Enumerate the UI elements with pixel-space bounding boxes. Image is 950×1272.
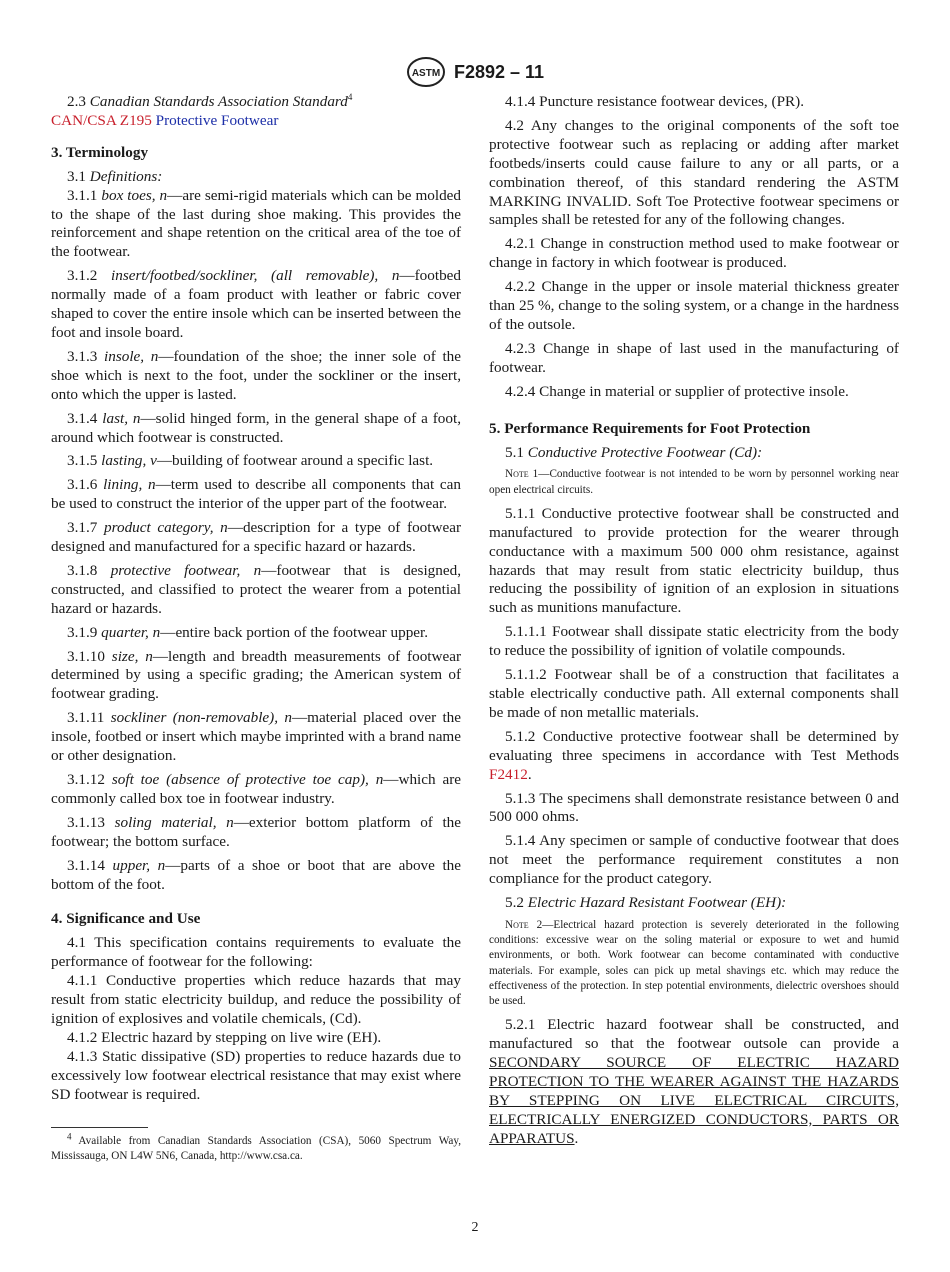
definition-text: —which are commonly called box toe in footwear industry.: [51, 771, 462, 807]
definition-item: [51, 709, 461, 766]
right-column: [489, 93, 899, 1154]
paragraph-4-2: 4.2 Any changes to the original components of the soft toe protective footwear such as replacing or adding after market footbeds/inserts could cause failure to any or all parts, or a combination thereof, of this standard rendering the ASTM MARKING INVALID. Soft Toe Protective footwear specimens or samples shall be retested for any of the following changes.: [489, 116, 899, 229]
footnote-4: $^4$ Available from Canadian Standards Association (CSA), 5060 Spectrum Way, Mississauga, ON L4W 5N6, Canada, http://www.csa.ca.: [51, 1130, 461, 1162]
paragraph-5-1-4: 5.1.4 Any specimen or sample of conductive footwear that does not meet the performance requirement constitutes a non compliance for the product category.: [489, 832, 899, 888]
definition-number: 3.1.3: [67, 347, 98, 365]
definition-text: —parts of a shoe or boot that are above the bottom of the foot.: [51, 856, 461, 893]
definition-number: 3.1.2: [67, 267, 98, 285]
definition-term: sockliner (non-removable), n: [110, 709, 292, 727]
definition-number: 3.1.9: [67, 623, 98, 641]
definition-term: insert/footbed/sockliner, (all removable), n: [111, 267, 400, 285]
definition-number: 3.1.14: [67, 856, 105, 874]
definition-item: [51, 410, 461, 448]
definition-term: insole, n: [104, 347, 159, 365]
paragraph-4-2-2: 4.2.2 Change in the upper or insole material thickness greater than 25 %, change to the soling system, or a change in the hardness of the outsole.: [489, 278, 899, 333]
section-3-heading: 3. Terminology: [51, 143, 149, 161]
definition-text: —solid hinged form, in the general shape of a foot, around which footwear is constructed.: [51, 409, 461, 446]
paragraph-4-1-1: 4.1.1 Conductive properties which reduce hazards that may result from static electricity buildup, and reduce the possibility of ignition of explosives and volatile chemicals, (Cd).: [51, 972, 461, 1027]
definition-number: 3.1.11: [67, 709, 105, 727]
paragraph-4-2-4: 4.2.4 Change in material or supplier of protective insole.: [505, 382, 849, 400]
definition-item: [51, 857, 461, 895]
definition-text: —footwear that is designed, constructed, and classified to protect the wearer from a potential hazard or hazards.: [51, 561, 461, 617]
definition-term: lasting, v: [101, 452, 157, 470]
paragraph-5-1-3: 5.1.3 The specimens shall demonstrate resistance between 0 and 500 000 ohms.: [489, 789, 899, 826]
csa-title-link[interactable]: Protective Footwear: [155, 111, 279, 129]
paragraph-5-1-1: 5.1.1 Conductive protective footwear shall be constructed and manufactured to provide protection for the wearer through conductance with a maximum 500 000 ohm resistance, against hazards that may result from static electricity buildup, thus reducing the possibility of ignition of an explosion in situations such as munitions manufacture.: [489, 504, 899, 617]
definitions-list: [51, 187, 461, 895]
page-header: [0, 52, 950, 92]
paragraph-4-2-1: 4.2.1 Change in construction method used to make footwear or change in factory in which footwear is produced.: [489, 235, 899, 272]
definition-text: —foundation of the shoe; the inner sole of the shoe which is next to the foot, under the sockliner or the insert, onto which the upper is lasted.: [51, 347, 462, 403]
paragraph-5-2-1: 5.2.1 Electric hazard footwear shall be constructed, and manufactured so that the footwear outsole can provide a SECONDARY SOURCE OF ELECTRIC HAZARD PROTECTION TO THE WEARER AGAINST THE HAZARDS BY STEPPING ON LIVE ELECTRICAL CIRCUITS, ELECTRICALLY ENERGIZED CONDUCTORS, PARTS OR APPARATUS.: [489, 1016, 899, 1147]
footnote-divider: [51, 1127, 148, 1128]
definition-text: —entire back portion of the footwear upper.: [160, 623, 429, 641]
page-number: 2: [471, 1220, 479, 1235]
paragraph-4-1: 4.1 This specification contains requirements to evaluate the performance of footwear for the following:: [51, 934, 461, 971]
definition-number: 3.1.12: [67, 771, 105, 788]
definition-text: —footbed normally made of a foam product with leather or fabric cover shaped to cover the entire insole which can be inserted between the foot and insole board.: [51, 267, 462, 341]
paragraph-4-2-3: 4.2.3 Change in shape of last used in the manufacturing of footwear.: [489, 339, 899, 376]
definition-term: upper, n: [112, 856, 166, 874]
definition-term: size, n: [111, 647, 153, 665]
definition-item: [51, 476, 461, 514]
definition-text: —building of footwear around a specific last.: [156, 452, 434, 470]
definition-item: [51, 771, 461, 809]
section-5-heading: 5. Performance Requirements for Foot Protection: [489, 419, 811, 437]
left-column: [51, 93, 461, 1169]
definition-number: 3.1.8: [67, 561, 98, 579]
definition-term: protective footwear, n: [110, 561, 262, 579]
definition-item: [51, 519, 461, 557]
definition-number: 3.1.5: [67, 452, 98, 470]
definition-text: —are semi-rigid materials which can be molded to the shape of the last during shoe making. This provides the reinforcement and shape retention on the critical area of the toe of the footwear.: [51, 186, 462, 261]
definition-item: [51, 348, 461, 405]
paragraph-5-1-2: 5.1.2 Conductive protective footwear shall be determined by evaluating three specimens in accordance with Test Methods F2412.: [489, 727, 899, 783]
definition-number: 3.1.1: [67, 186, 98, 204]
definition-number: 3.1.13: [67, 813, 105, 831]
definition-number: 3.1.4: [67, 409, 98, 427]
paragraph-4-1-4: 4.1.4 Puncture resistance footwear devices, (PR).: [505, 93, 805, 110]
paragraph-5-1-1-1: 5.1.1.1 Footwear shall dissipate static electricity from the body to reduce the possibility of ignition of volatile compounds.: [489, 623, 899, 660]
definition-number: 3.1.10: [67, 647, 105, 665]
definition-term: last, n: [102, 409, 141, 427]
can-csa-reference: [51, 112, 461, 131]
definition-number: 3.1.6: [67, 476, 98, 494]
definition-text: —term used to describe all components that can be used to construct the interior of the upper part of the footwear.: [51, 476, 461, 513]
astm-logo-icon: [406, 56, 446, 88]
definition-text: —exterior bottom platform of the footwear; the bottom surface.: [51, 813, 461, 850]
definition-term: soling material, n: [114, 813, 234, 831]
definition-text: —material placed over the insole, footbed or insert which maybe imprinted with a brand name or other designation.: [51, 709, 462, 765]
definition-text: —description for a type of footwear designed and manufactured for a specific hazard or hazards.: [51, 519, 461, 556]
definition-item: [51, 187, 461, 263]
note-2: Note 2—Electrical hazard protection is severely deteriorated in the following conditions: excessive wear on the soling material or exposure to wet and humid environments, or both. Work footwear can become contaminated with conductive materials. For example, soles can pick up metal shavings etc. which may reduce the effectiveness of the protection. In step potential environments, dielectric overshoes should be used.: [489, 918, 899, 1007]
section-3-1: 3.1 Definitions:: [67, 167, 163, 185]
section-4-heading: 4. Significance and Use: [51, 910, 201, 928]
definition-term: product category, n: [104, 519, 228, 537]
csa-code-link[interactable]: CAN/CSA Z195: [51, 111, 152, 129]
svg-text:ASTM: ASTM: [411, 68, 441, 79]
note-1: Note 1—Conductive footwear is not intended to be worn by personnel working near open electrical circuits.: [489, 468, 899, 496]
definition-item: [51, 648, 461, 705]
definition-item: [51, 452, 461, 471]
definition-term: quarter, n: [101, 623, 161, 641]
document-id: F2892 – 11: [453, 61, 545, 82]
definition-term: soft toe (absence of protective toe cap), n: [111, 771, 384, 788]
definition-item: [51, 814, 461, 852]
paragraph-4-1-2: 4.1.2 Electric hazard by stepping on live wire (EH).: [67, 1028, 382, 1046]
definition-item: [51, 624, 461, 643]
paragraph-5-1-1-2: 5.1.1.2 Footwear shall be of a construction that facilitates a stable electrically conductive path. All external components shall be made of non metallic materials.: [489, 666, 899, 721]
section-5-2: 5.2 Electric Hazard Resistant Footwear (EH):: [505, 894, 787, 912]
definition-number: 3.1.7: [67, 519, 98, 537]
section-5-1: 5.1 Conductive Protective Footwear (Cd):: [505, 443, 763, 461]
f2412-link[interactable]: F2412: [489, 765, 528, 783]
section-2-3: 2.3 Canadian Standards Association Standard$^4$: [67, 91, 353, 110]
paragraph-4-1-3: 4.1.3 Static dissipative (SD) properties to reduce hazards due to excessively low footwear electrical resistance that may exist where SD footwear is required.: [51, 1047, 461, 1103]
definition-item: [51, 562, 461, 619]
definition-term: lining, n: [103, 476, 156, 494]
definition-text: —length and breadth measurements of footwear determined by using a specific grading; the American system of footwear grading.: [51, 647, 462, 703]
definition-item: [51, 267, 461, 343]
definition-term: box toes, n: [101, 186, 168, 204]
